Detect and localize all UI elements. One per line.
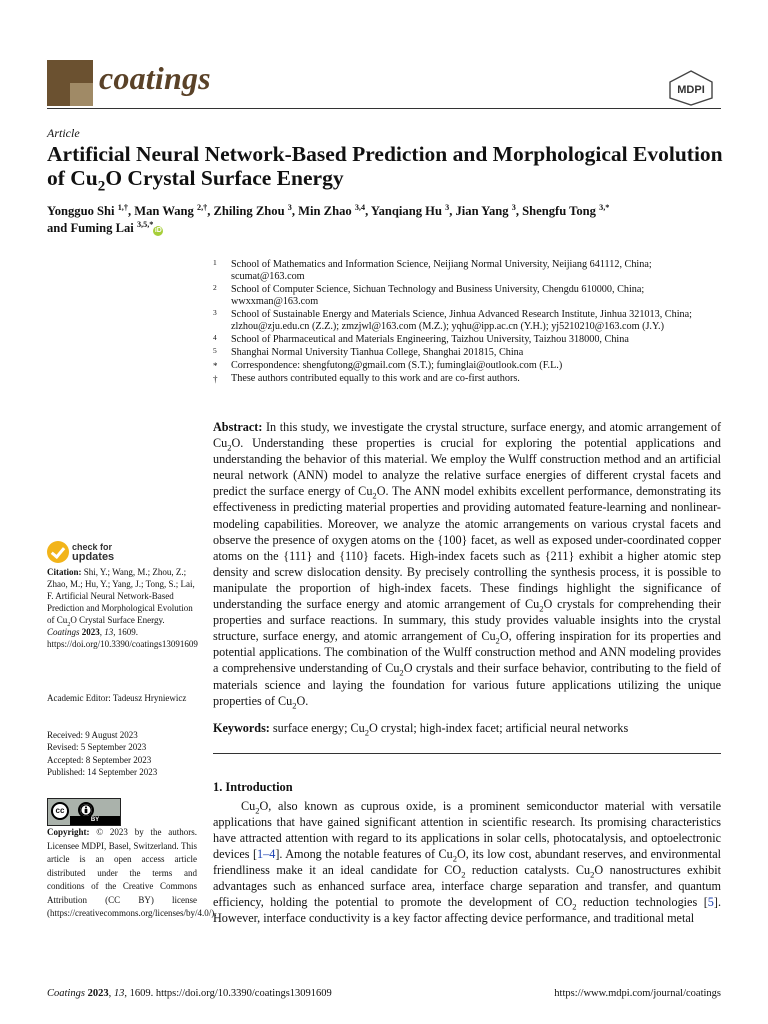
author-name[interactable]: Man Wang $^{2,\dagger}$ <box>134 202 208 218</box>
inline-text: 2 <box>97 178 106 195</box>
affiliations <box>213 259 721 385</box>
inline-text: 2 <box>372 490 377 501</box>
copyright-text: © 2023 by the authors. Licensee MDPI, Basel, Switzerland. This article is an open access article distributed under the terms and conditions of the Creative Commons Attribution (CC BY) license (https://creativecommons.org/licenses/by/4.0/). <box>47 827 217 918</box>
inline-text: 2 <box>590 869 595 880</box>
editor-label: Academic Editor: <box>47 693 111 703</box>
author-name[interactable]: Yanqiang Hu $^3$ <box>370 202 450 218</box>
introduction-text: $Cu_2O$, also known as cuprous oxide, is a prominent semiconductor material with versatile applications that have gained significant attention in scientific research. Its promising characteristics have attracted attention with regard to its applications in solar cells, photocatalysis, and optoelectronic devices [1–4]. Among the notable features of $Cu_2O$, its low cost, abundant reserves, and environmental friendliness make it an ideal candidate for $CO_2$ reduction catalysts. $Cu_2O$ nanostructures exhibit advantages such as enhanced surface area, interface charge separation and transfer, and quantum efficiency, holding the potential to promote the development of $CO_2$ reduction technologies [5]. However, interface conductivity is a key factor affecting device performance, and traditional metal <box>213 799 722 925</box>
inline-text: 2023 <box>81 627 100 637</box>
footer-journal: Coatings <box>47 988 85 999</box>
footer-citation: Coatings 2023, 13, 1609. https://doi.org/10.3390/coatings13091609 <box>47 988 332 999</box>
abstract <box>213 419 721 709</box>
date-item: Received: 9 August 2023 <box>47 730 138 740</box>
author-and: and <box>47 221 71 235</box>
by-label: BY <box>70 816 120 825</box>
author-name[interactable]: Fuming Lai $^{3,5,*}$ <box>70 219 154 235</box>
orcid-icon[interactable]: iD <box>154 227 162 234</box>
affiliation-item: 2 School of Computer Science, Sichuan Technology and Business University, Chengdu 610000, China; wwxxman@163.com <box>213 283 645 308</box>
academic-editor <box>47 692 197 704</box>
date-item: Revised: 5 September 2023 <box>47 742 147 753</box>
footer-year: 2023 <box>87 988 109 999</box>
check-for-updates-button[interactable] <box>47 541 167 563</box>
citation-block <box>47 566 197 650</box>
inline-text: 13 <box>104 627 114 637</box>
footer-volume: 13 <box>113 988 125 999</box>
copyright-block <box>47 826 217 921</box>
affiliation-item: 3 School of Sustainable Energy and Materials Science, Jinhua Advanced Research Institute, Jinhua 321013, China; zlzhou@zju.edu.cn (Z.Z.); zmzjwl@163.com (M.Z.); yqhu@ipp.ac.cn (Y.H.); yj5210210@163.com (J.Y.) <box>213 308 692 333</box>
inline-text: 2 <box>399 667 404 678</box>
inline-text: 2 <box>461 869 466 880</box>
check-icon <box>47 541 69 563</box>
article-type: Article <box>47 126 80 140</box>
affiliation-item: 5 Shanghai Normal University Tianhua College, Shanghai 201815, China <box>213 346 524 359</box>
inline-text: 2 <box>255 805 260 816</box>
inline-text: 2 <box>67 620 71 628</box>
keywords-label: Keywords: <box>213 721 270 735</box>
date-item: Published: 14 September 2023 <box>47 767 158 778</box>
publication-dates <box>47 729 197 779</box>
inline-text: 2 <box>572 901 577 912</box>
mdpi-logo <box>666 70 716 106</box>
affiliation-item: 1 School of Mathematics and Information Science, Neijiang Normal University, Neijiang 641112, China; scumat@163.com <box>213 258 652 283</box>
affiliation-item: 4 School of Pharmaceutical and Materials Engineering, Taizhou University, Taizhou 318000, China <box>213 333 629 346</box>
affiliation-item: * Correspondence: shengfutong@gmail.com (S.T.); fuminglai@outlook.com (F.L.) <box>213 359 563 371</box>
svg-text:MDPI: MDPI <box>677 84 705 96</box>
date-item: Accepted: 8 September 2023 <box>47 754 152 765</box>
citation-label: Citation: <box>47 567 82 577</box>
footer-journal-link[interactable]: https://www.mdpi.com/journal/coatings <box>554 988 721 999</box>
cc-icon: cc <box>51 802 69 820</box>
journal-logo-mark <box>47 60 93 106</box>
author-name[interactable]: Shengfu Tong $^{3,*}$ <box>522 202 610 218</box>
inline-text: 2 <box>495 635 500 646</box>
citation-text: Shi, Y.; Wang, M.; Zhou, Z.; Zhao, M.; Hu, Y.; Yang, J.; Tong, S.; Lai, F. Artificial Neural Network-Based Prediction and Morphological Evolution of $Cu_2O$ Crystal Surface Energy. Coatings 2023, 13, 1609. https://doi.org/10.3390/coatings13091609 <box>47 567 198 649</box>
author-name[interactable]: Jian Yang $^3$ <box>455 202 516 218</box>
editor-name: Tadeusz Hryniewicz <box>112 693 187 703</box>
author-name[interactable]: Yongguo Shi $^{1,\dagger}$ <box>47 202 128 218</box>
affiliation-item: † These authors contributed equally to this work and are co-first authors. <box>213 372 520 384</box>
journal-name: coatings <box>99 60 211 96</box>
inline-text: Coatings <box>47 627 80 637</box>
check-line1: check for <box>72 542 113 552</box>
keywords <box>213 720 721 736</box>
section-heading: 1. Introduction <box>213 780 293 794</box>
footer-doi: , 1609. https://doi.org/10.3390/coatings13091609 <box>124 988 332 999</box>
check-line2: updates <box>72 551 115 563</box>
author-name[interactable]: Min Zhao $^{3,4}$ <box>298 202 366 218</box>
inline-text: 2 <box>452 853 457 864</box>
paper-title: Artificial Neural Network-Based Prediction and Morphological Evolution of $Cu_2O$ Crystal Surface Energy <box>47 142 723 195</box>
keywords-text: surface energy; $Cu_2O$ crystal; high-index facet; artificial neural networks <box>272 721 629 738</box>
inline-text: 2 <box>539 603 544 614</box>
author-list: Yongguo Shi $^{1,\dagger}$, Man Wang $^{2,\dagger}$, Zhiling Zhou $^3$, Min Zhao $^{3,4}$, Yanqiang Hu $^3$, Jian Yang $^3$, Shengfu Tong $^{3,*}$ and Fuming Lai $^{3,5,*}$iD <box>47 202 610 235</box>
inline-text: 2 <box>227 442 232 453</box>
reference-link[interactable]: 1–4 <box>257 847 276 861</box>
abstract-label: Abstract: <box>213 420 263 434</box>
cc-by-license-badge[interactable] <box>47 798 121 826</box>
copyright-label: Copyright: <box>47 827 90 837</box>
section-rule <box>213 753 721 754</box>
header-rule <box>47 108 721 109</box>
reference-link[interactable]: 5 <box>707 895 714 909</box>
abstract-text: In this study, we investigate the crystal structure, surface energy, and atomic arrangement of $Cu_2O$. Understanding these properties is crucial for exploring the potential applications and understanding the behavior of this material. We employ the Wulff construction method and an artificial neural network (ANN) model to analyze the relative surface energies of different crystal facets and predict the surface energy of $Cu_2O$. The ANN model exhibits excellent performance, demonstrating its effectiveness in predicting material properties and providing automated feature-learning and nonlinear-modeling capabilities. Moreover, we analyze the atomic arrangements on various crystal facets and observe the presence of oxygen atoms on the {100} facet, as well as exposed under-coordinated copper atoms on the {111} and {110} facets. High-index facets such as {211} exhibit a higher atomic step density and screw dislocation density. By precisely controlling the synthesis process, it is possible to manipulate the proportion of high-index facets. These findings highlight the significance of understanding the surface energy and atomic arrangement of $Cu_2O$ crystals for comprehending their properties and surface reactions. In summary, this study provides valuable insights into the crystal structure, surface energy, and atomic arrangement of $Cu_2O$, offering inspiration for its properties and potential applications. The combination of the Wulff construction method and ANN modeling provides a comprehensive understanding of $Cu_2O$ crystals and their surface behavior, contributing to the field of materials science and laying the foundation for various future applications utilizing the unique properties of $Cu_2O$. <box>213 420 722 711</box>
author-name[interactable]: Zhiling Zhou $^3$ <box>213 202 292 218</box>
inline-text: 2 <box>292 700 297 711</box>
inline-text: 2 <box>364 727 370 738</box>
